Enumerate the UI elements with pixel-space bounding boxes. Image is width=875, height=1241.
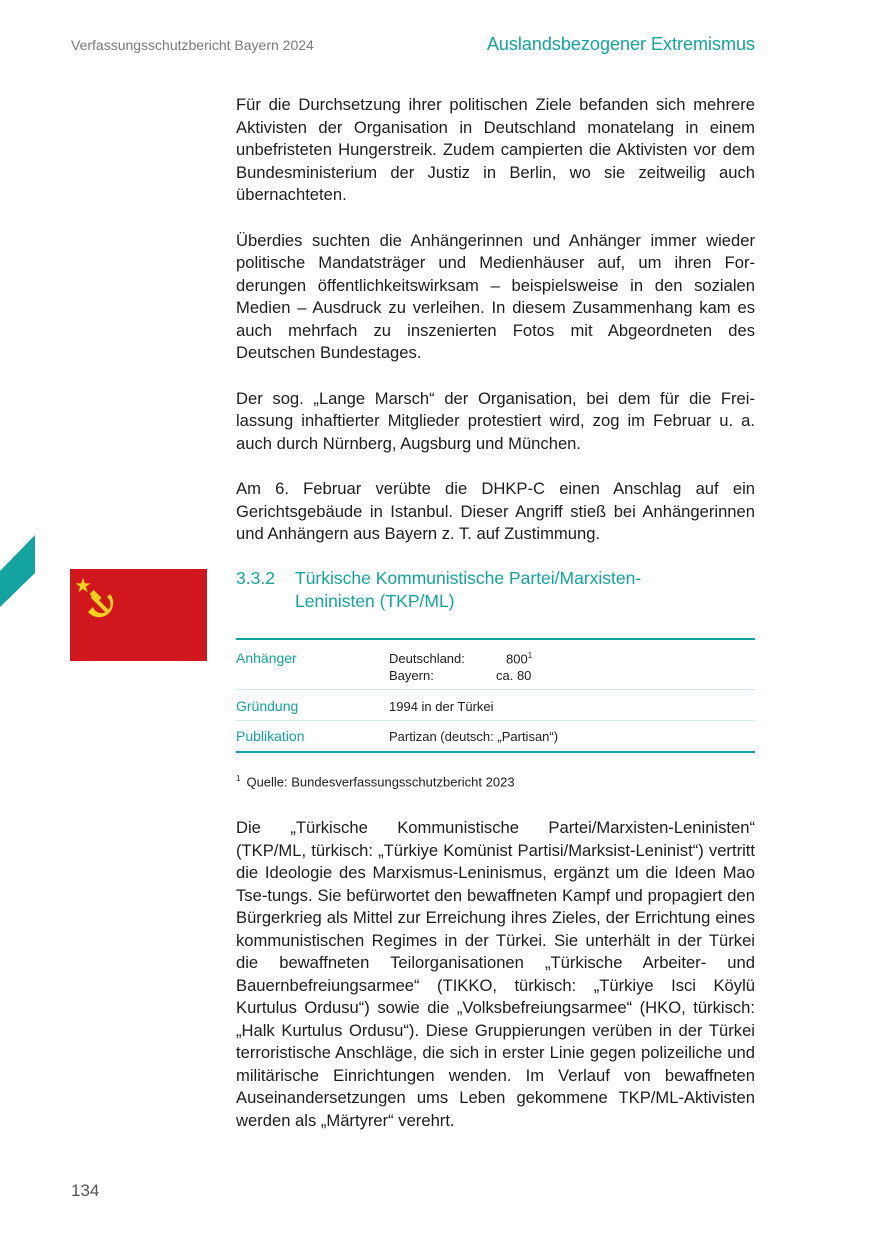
publication-value: Partizan (deutsch: „Partisan“): [389, 729, 559, 744]
germany-count: 800: [506, 651, 528, 667]
table-row: [236, 721, 755, 751]
section-number: 3.3.2: [236, 568, 275, 588]
section-title: Türkische Kommunistische Partei/Marxisten-Leninisten (TKP/ML): [295, 568, 642, 611]
paragraph: Für die Durchsetzung ihrer politischen Ziele befanden sich mehrere Aktivisten der Organisation in Deutschland monatelang in einem unbefristeten Hungerstreik. Zudem campierten die Aktivisten vor dem Bundesministerium der Justiz in Berlin, wo sie zeitweilig auch übernachteten.: [236, 95, 755, 204]
germany-value: [506, 651, 532, 666]
body-text-top: [236, 94, 755, 546]
footnote-mark: 1: [236, 774, 241, 783]
paragraph: Überdies suchten die Anhängerinnen und Anhänger immer wieder politische Mandatsträger und Medienhäuser auf, um ihren Forderungen öffentlichkeitswirksam – beispielsweise in den sozialen Medien – Ausdruck zu verleihen. In diesem Zusammenhang kam es auch mehrfach zu inszenierten Fotos mit Abgeordneten des Deutschen Bundestages.: [236, 230, 755, 362]
table-row: [236, 690, 755, 721]
founding-value: 1994 in der Türkei: [389, 699, 494, 714]
bavaria-label: Bayern:: [389, 668, 434, 683]
supporters-label: Anhänger: [236, 650, 297, 666]
footnote: [236, 774, 515, 789]
body-text-bottom: [236, 817, 755, 1132]
germany-label: Deutschland:: [389, 651, 465, 666]
footnote-text: Quelle: Bundesverfassungsschutzbericht 2023: [246, 774, 515, 790]
paragraph: Die „Türkische Kommunistische Partei/Marxisten-Leninisten“ (TKP/ML, türkisch: „Türkiye Komünist Partisi/Marksist-Leninist“) vertritt die Ideologie des Marxismus-Leninismus, ergänzt um die Ideen Mao Tse-tungs. Sie befürwortet den bewaffneten Kampf und propagiert den Bürgerkrieg als Mittel zur Erreichung ihres Zieles, der Errichtung eines kommunistischen Regimes in der Türkei. Sie unterhält in der Türkei die bewaffneten Teilorganisationen „Türkische Arbeiter- und Bauernbefreiungsarmee“ (TIKKO, türkisch: „Türkiye Isci Köylü Kurtulus Ordusu“) sowie die „Volksbefreiungsarmee“ (HKO, türkisch: „Halk Kurtulus Ordusu“). Diese Gruppierungen verüben in der Türkei terroristische Anschläge, die sich in erster Linie gegen polizeiliche und militärische Einrichtungen wenden. Im Verlauf von bewaffneten Auseinandersetzungen ums Leben gekommene TKP/ML-Aktivisten werden als „Märtyrer“ verehrt.: [236, 818, 755, 1130]
tkp-ml-flag-image: [70, 569, 207, 661]
running-header-title: Verfassungsschutzbericht Bayern 2024: [71, 37, 314, 53]
facts-table: [236, 638, 755, 753]
hammer-sickle-star-icon: [76, 576, 126, 626]
founding-label: Gründung: [236, 698, 299, 714]
footnote-ref: 1: [527, 651, 533, 660]
bavaria-value: ca. 80: [496, 668, 532, 683]
paragraph: Am 6. Februar verübte die DHKP-C einen Anschlag auf ein Gerichtsgebäude in Istanbul. Dieser Angriff stieß bei Anhängerinnen und Anhängern aus Bayern z. T. auf Zustimmung.: [236, 479, 755, 543]
chapter-tab-marker: [0, 535, 35, 607]
page-number: 134: [71, 1181, 100, 1200]
table-row: [236, 640, 755, 690]
paragraph: Der sog. „Lange Marsch“ der Organisation, bei dem für die Freilassung inhaftierter Mitglieder protestiert wird, zog im Februar u. a. auch durch Nürnberg, Augsburg und München.: [236, 388, 755, 453]
running-header-chapter: Auslandsbezogener Extremismus: [486, 34, 755, 54]
publication-label: Publikation: [236, 728, 305, 744]
